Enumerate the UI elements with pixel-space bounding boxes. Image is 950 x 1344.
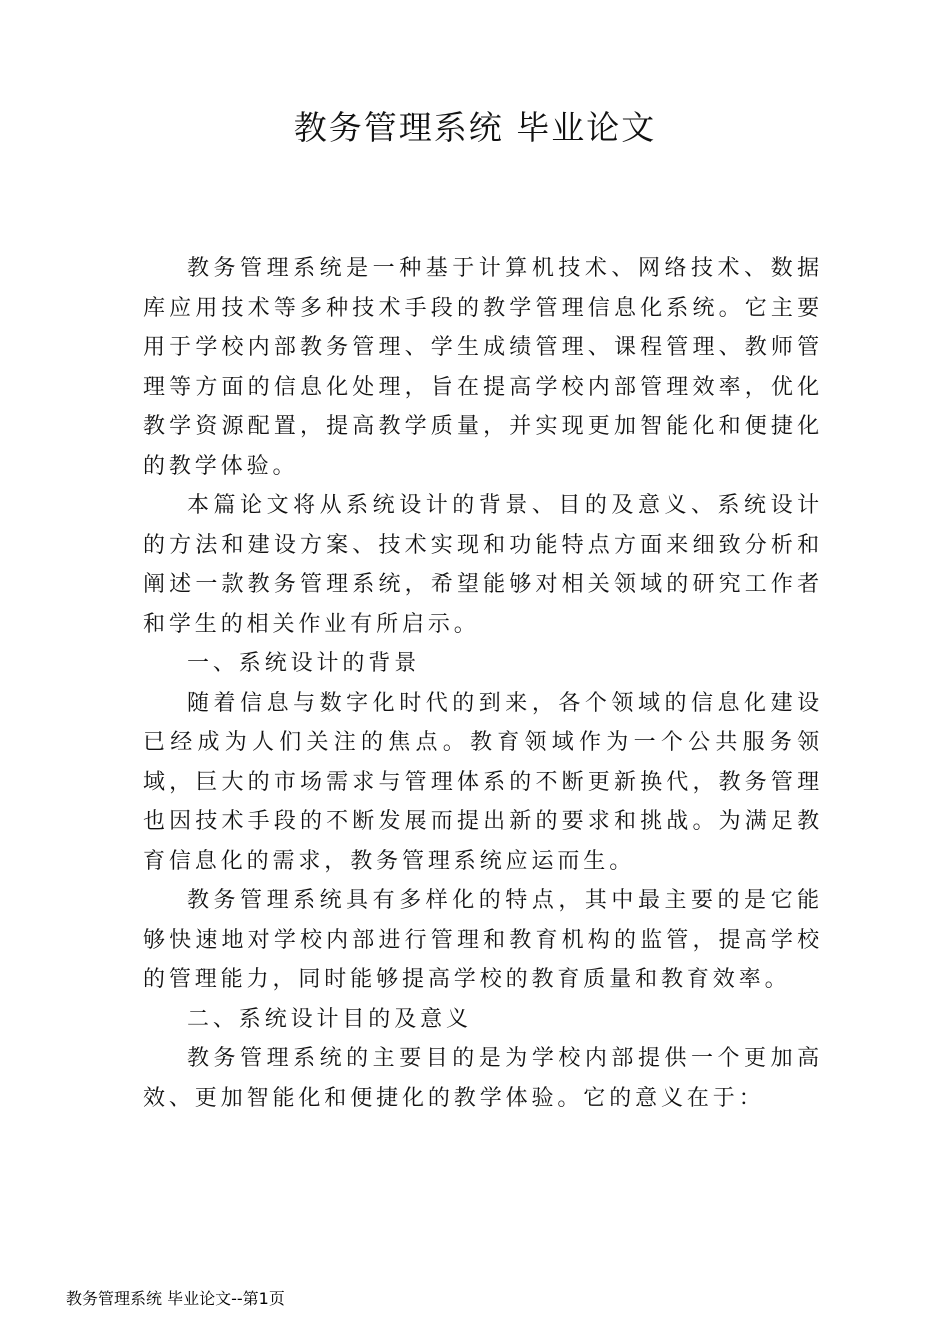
page-title: 教务管理系统 毕业论文 [293,108,657,147]
paragraph-background: 随着信息与数字化时代的到来，各个领域的信息化建设已经成为人们关注的焦点。教育领域作为一个公共服务领域，巨大的市场需求与管理体系的不断更新换代，教务管理也因技术手段的不断发展而提出新的要求和挑战。为满足教育信息化的需求，教务管理系统应运而生。 [143,690,823,874]
page-footer: 教务管理系统 毕业论文--第1页 [66,1289,285,1308]
paragraph-purpose: 教务管理系统的主要目的是为学校内部提供一个更加高效、更加智能化和便捷化的教学体验。它的意义在于： [143,1046,823,1111]
paragraph-intro: 教务管理系统是一种基于计算机技术、网络技术、数据库应用技术等多种技术手段的教学管理信息化系统。它主要用于学校内部教务管理、学生成绩管理、课程管理、教师管理等方面的信息化处理，旨在提高学校内部管理效率，优化教学资源配置，提高教学质量，并实现更加智能化和便捷化的教学体验。 [143,256,823,479]
paragraph-scope: 本篇论文将从系统设计的背景、目的及意义、系统设计的方法和建设方案、技术实现和功能特点方面来细致分析和阐述一款教务管理系统，希望能够对相关领域的研究工作者和学生的相关作业有所启示。 [143,493,823,637]
document-body [143,249,823,1118]
section-heading-purpose: 二、系统设计目的及意义 [187,1006,472,1032]
section-heading-background: 一、系统设计的背景 [187,651,421,676]
paragraph-features: 教务管理系统具有多样化的特点，其中最主要的是它能够快速地对学校内部进行管理和教育机构的监管，提高学校的管理能力，同时能够提高学校的教育质量和教育效率。 [143,888,823,992]
